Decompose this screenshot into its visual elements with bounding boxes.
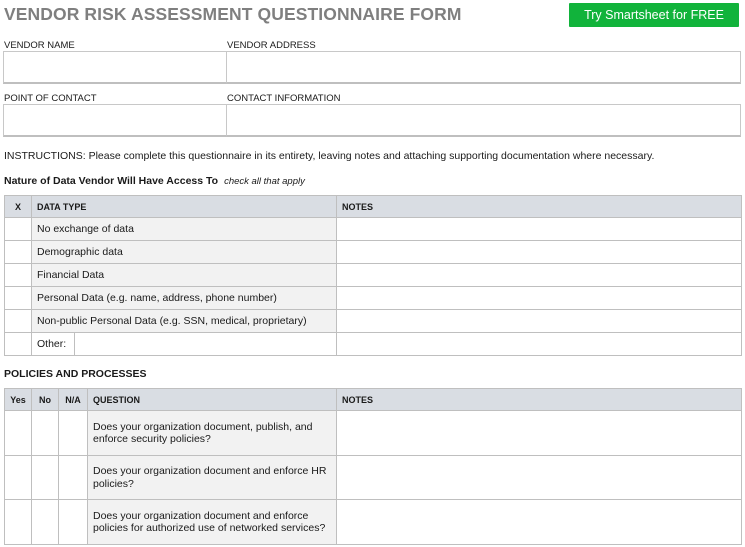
col-header-x: X: [5, 196, 32, 218]
question-cell: Does your organization document and enforce policies for authorized use of networked services?: [88, 500, 337, 545]
yes-cell[interactable]: [5, 500, 32, 545]
no-cell[interactable]: [32, 411, 59, 456]
vendor-name-field[interactable]: [3, 51, 227, 84]
col-header-notes: NOTES: [337, 389, 742, 411]
notes-cell[interactable]: [337, 310, 742, 333]
data-type-cell: Financial Data: [32, 264, 337, 287]
yes-cell[interactable]: [5, 456, 32, 500]
question-cell: Does your organization document and enforce HR policies?: [88, 456, 337, 500]
na-cell[interactable]: [59, 456, 88, 500]
other-cell[interactable]: [32, 333, 337, 356]
col-header-yes: Yes: [5, 389, 32, 411]
notes-cell[interactable]: [337, 287, 742, 310]
notes-cell[interactable]: [337, 411, 742, 456]
notes-cell[interactable]: [337, 456, 742, 500]
na-cell[interactable]: [59, 411, 88, 456]
data-type-cell: Demographic data: [32, 241, 337, 264]
vendor-name-label: VENDOR NAME: [4, 40, 75, 51]
data-access-table: [4, 195, 742, 356]
na-cell[interactable]: [59, 500, 88, 545]
notes-cell[interactable]: [337, 264, 742, 287]
col-header-notes: NOTES: [337, 196, 742, 218]
table-row: [5, 456, 742, 500]
point-of-contact-field[interactable]: [3, 104, 227, 137]
contact-information-label: CONTACT INFORMATION: [227, 93, 341, 104]
other-label: Other:: [32, 333, 75, 355]
data-access-heading: [4, 175, 305, 187]
check-cell[interactable]: [5, 310, 32, 333]
check-cell[interactable]: [5, 241, 32, 264]
table-row: [5, 500, 742, 545]
notes-cell[interactable]: [337, 500, 742, 545]
col-header-data-type: DATA TYPE: [32, 196, 337, 218]
table-header-row: [5, 389, 742, 411]
data-type-cell: Personal Data (e.g. name, address, phone number): [32, 287, 337, 310]
notes-cell[interactable]: [337, 218, 742, 241]
notes-cell[interactable]: [337, 241, 742, 264]
check-cell[interactable]: [5, 264, 32, 287]
data-access-title: Nature of Data Vendor Will Have Access To: [4, 175, 219, 187]
col-header-na: N/A: [59, 389, 88, 411]
vendor-address-label: VENDOR ADDRESS: [227, 40, 316, 51]
check-cell[interactable]: [5, 333, 32, 356]
table-row: [5, 287, 742, 310]
data-access-note: check all that apply: [224, 176, 305, 187]
point-of-contact-label: POINT OF CONTACT: [4, 93, 97, 104]
no-cell[interactable]: [32, 456, 59, 500]
question-cell: Does your organization document, publish, and enforce security policies?: [88, 411, 337, 456]
try-smartsheet-button[interactable]: Try Smartsheet for FREE: [569, 3, 739, 27]
check-cell[interactable]: [5, 287, 32, 310]
instructions-text: INSTRUCTIONS: Please complete this questionnaire in its entirety, leaving notes and attaching supporting documentation where necessary.: [4, 150, 655, 162]
data-type-cell: No exchange of data: [32, 218, 337, 241]
vendor-address-field[interactable]: [226, 51, 741, 84]
col-header-question: QUESTION: [88, 389, 337, 411]
policies-title: POLICIES AND PROCESSES: [4, 368, 147, 380]
notes-cell[interactable]: [337, 333, 742, 356]
contact-information-field[interactable]: [226, 104, 741, 137]
table-row-other: [5, 333, 742, 356]
table-row: [5, 411, 742, 456]
table-header-row: [5, 196, 742, 218]
no-cell[interactable]: [32, 500, 59, 545]
table-row: [5, 310, 742, 333]
data-type-cell: Non-public Personal Data (e.g. SSN, medical, proprietary): [32, 310, 337, 333]
page-title: VENDOR RISK ASSESSMENT QUESTIONNAIRE FORM: [4, 4, 462, 24]
check-cell[interactable]: [5, 218, 32, 241]
yes-cell[interactable]: [5, 411, 32, 456]
policies-table: [4, 388, 742, 545]
table-row: [5, 264, 742, 287]
table-row: [5, 218, 742, 241]
table-row: [5, 241, 742, 264]
col-header-no: No: [32, 389, 59, 411]
